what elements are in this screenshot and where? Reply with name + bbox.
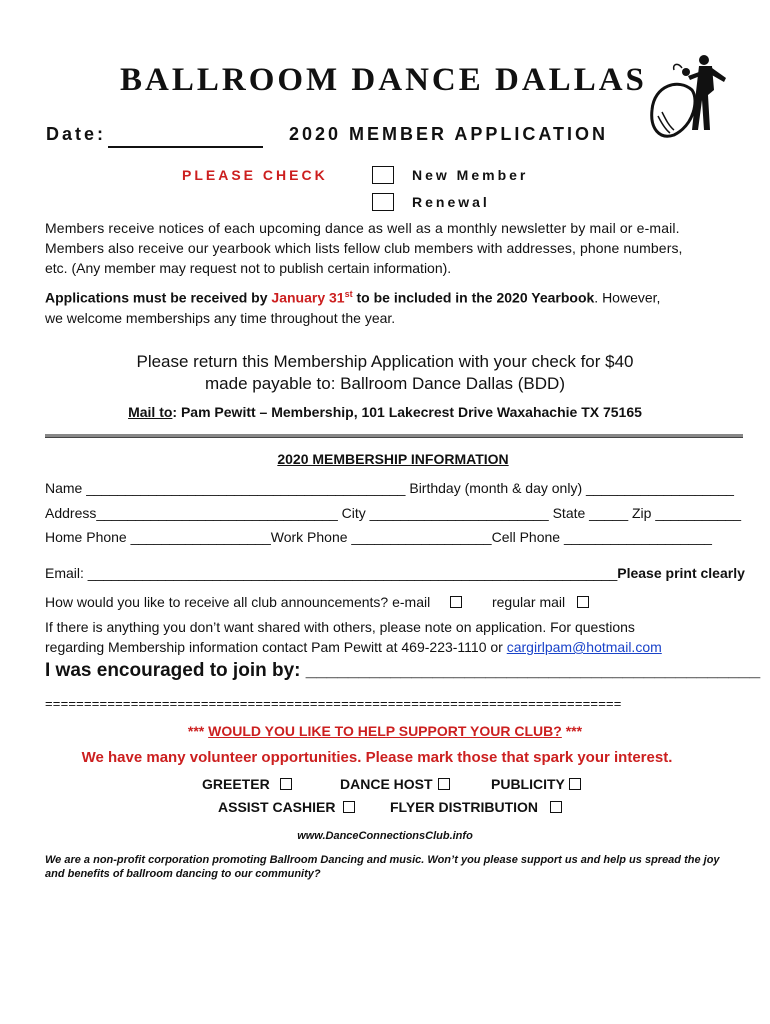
yearbook-text: to be included in the 2020 Yearbook (352, 289, 595, 306)
section-divider (45, 434, 743, 438)
email-field[interactable]: Email: ____________________________________________________________________ (45, 565, 618, 581)
deadline-paragraph (45, 284, 660, 328)
phone-row[interactable]: Home Phone __________________Work Phone __________________Cell Phone ___________________ (45, 529, 712, 545)
renewal-label: Renewal (412, 194, 490, 210)
encouraged-by-field[interactable]: I was encouraged to join by: ___________________________________________ (45, 660, 761, 681)
deadline-date: January 31 (271, 289, 345, 306)
publicity-label: PUBLICITY (491, 776, 565, 792)
deadline-date-suffix: st (344, 289, 353, 299)
email-preference-checkbox[interactable] (450, 596, 462, 608)
intro-line: Members also receive our yearbook which lists fellow club members with addresses, phone numbers, (45, 240, 683, 256)
deadline-text: Applications must be received by (45, 289, 272, 306)
contact-text: regarding Membership information contact Pam Pewitt at 469-223-1110 or (45, 639, 507, 655)
intro-line: etc. (Any member may request not to publish certain information). (45, 260, 452, 276)
support-stars: *** (565, 723, 583, 739)
mail-to-label: Mail to (128, 404, 173, 420)
contact-email-link[interactable]: cargirlpam@hotmail.com (506, 639, 662, 655)
support-question: WOULD YOU LIKE TO HELP SUPPORT YOUR CLUB? (208, 723, 562, 739)
date-label: Date: (46, 124, 107, 144)
membership-info-heading: 2020 MEMBERSHIP INFORMATION (277, 451, 509, 467)
print-clearly-note: Please print clearly (617, 565, 745, 581)
name-birthday-row[interactable]: Name _________________________________________ Birthday (month & day only) ___________________ (45, 480, 734, 496)
volunteer-intro: We have many volunteer opportunities. Please mark those that spark your interest. (81, 749, 673, 766)
flyer-distribution-option (390, 799, 562, 815)
publicity-option (491, 776, 581, 792)
publicity-checkbox[interactable] (569, 778, 581, 790)
ballroom-dancers-logo (644, 50, 744, 150)
dance-host-option (340, 776, 450, 792)
application-title: 2020 MEMBER APPLICATION (289, 124, 609, 144)
assist-cashier-label: ASSIST CASHIER (218, 799, 336, 815)
support-stars: *** (187, 723, 205, 739)
support-heading (0, 723, 770, 739)
date-field[interactable] (108, 146, 263, 148)
mail-to-address (0, 404, 770, 420)
dance-host-checkbox[interactable] (438, 778, 450, 790)
please-check-label: PLEASE CHECK (182, 167, 328, 183)
privacy-paragraph (45, 617, 662, 657)
mail-to-address-text: : Pam Pewitt – Membership, 101 Lakecrest Drive Waxahachie TX 75165 (172, 404, 642, 420)
intro-line: Members receive notices of each upcoming dance as well as a monthly newsletter by mail or e-mail. (45, 220, 680, 236)
flyer-distribution-label: FLYER DISTRIBUTION (390, 799, 539, 815)
payable-line: made payable to: Ballroom Dance Dallas (BDD) (205, 374, 565, 393)
welcome-text: we welcome memberships any time throughout the year. (45, 309, 396, 326)
assist-cashier-checkbox[interactable] (343, 801, 355, 813)
website-url: www.DanceConnectionsClub.info (297, 830, 473, 842)
new-member-label: New Member (412, 167, 529, 183)
return-instructions (0, 351, 770, 395)
separator-line: ========================================================================== (45, 696, 622, 711)
greeter-checkbox[interactable] (280, 778, 292, 790)
flyer-distribution-checkbox[interactable] (550, 801, 562, 813)
intro-paragraph (45, 218, 683, 278)
regular-mail-checkbox[interactable] (577, 596, 589, 608)
new-member-checkbox[interactable] (372, 166, 394, 184)
greeter-option (202, 776, 292, 792)
regular-mail-label: regular mail (491, 594, 566, 610)
nonprofit-footer: We are a non-profit corporation promoting Ballroom Dancing and music. Won’t you please support us and help us spread the joy and benefits of ballroom dancing to our community? (45, 854, 720, 880)
announcement-preference-row (45, 594, 589, 610)
privacy-line: If there is anything you don’t want shared with others, please note on application. For questions (45, 619, 635, 635)
club-title: BALLROOM DANCE DALLAS (120, 62, 647, 98)
dance-host-label: DANCE HOST (340, 776, 433, 792)
return-line: Please return this Membership Application with your check for $40 (136, 352, 634, 371)
greeter-label: GREETER (202, 776, 270, 792)
address-row[interactable]: Address_______________________________ City _______________________ State _____ Zip ___________ (45, 505, 741, 521)
renewal-checkbox[interactable] (372, 193, 394, 211)
email-row (45, 565, 745, 581)
however-text: . However, (594, 289, 661, 306)
assist-cashier-option (218, 799, 355, 815)
announcement-question: How would you like to receive all club announcements? e-mail (45, 594, 431, 610)
